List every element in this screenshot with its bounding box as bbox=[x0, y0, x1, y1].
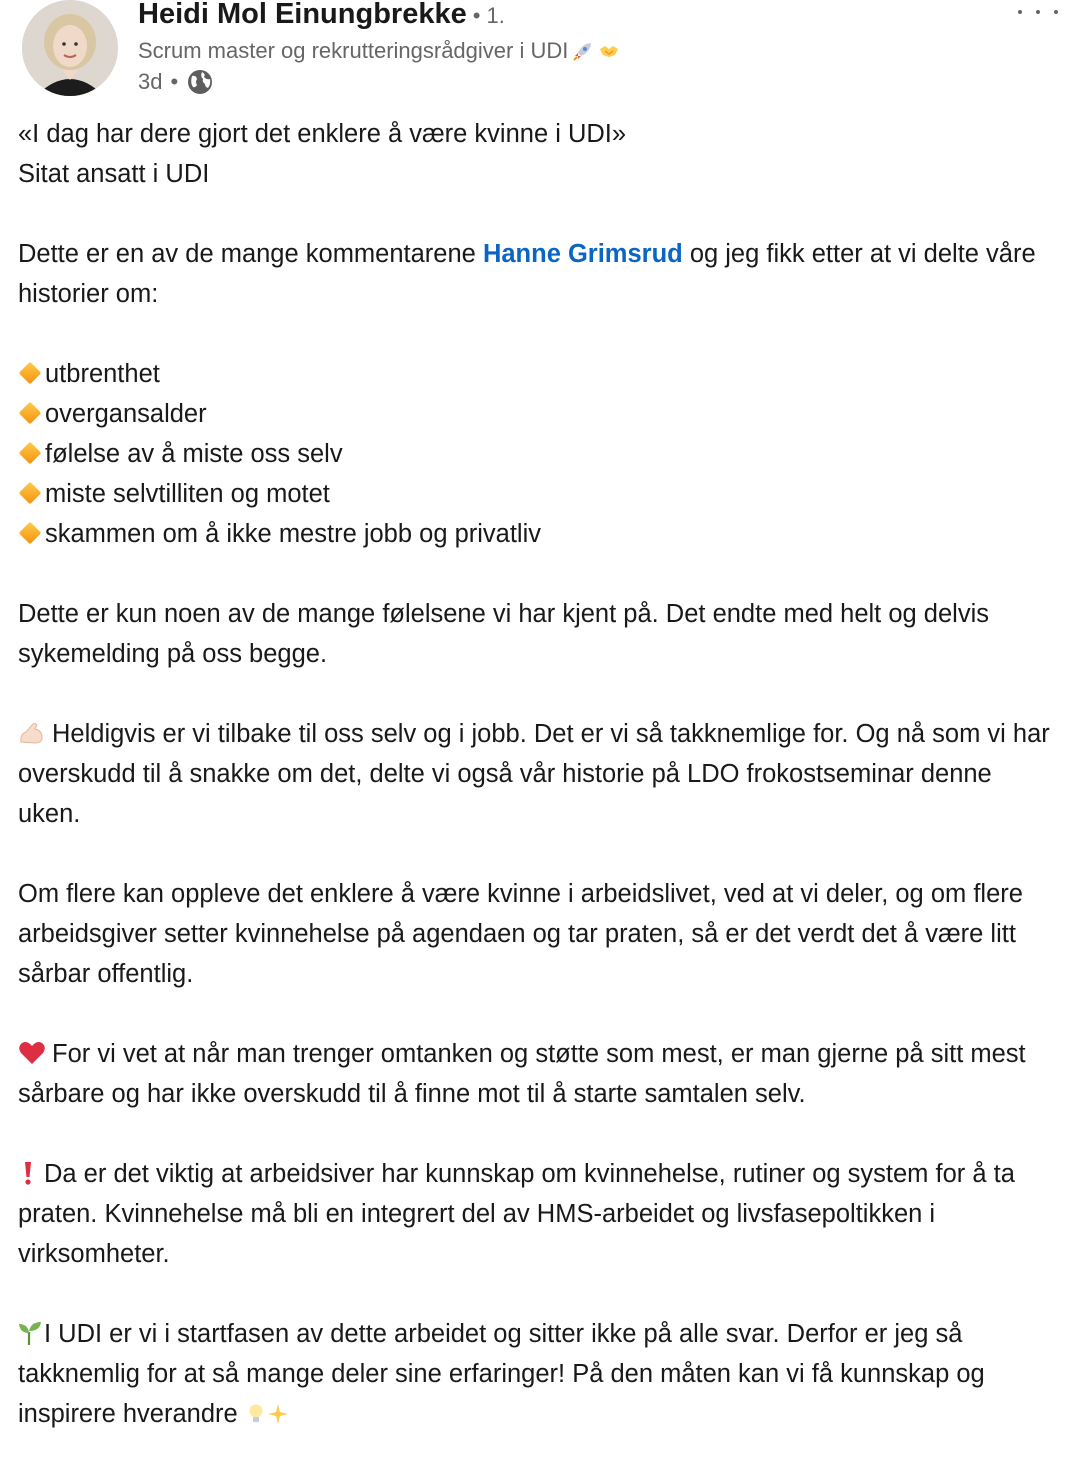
avatar[interactable] bbox=[22, 0, 118, 96]
paragraph-5 bbox=[18, 1154, 1058, 1274]
paragraph-4-text: For vi vet at når man trenger omtanken og støtte som mest, er man gjerne på sitt mest sårbare og har ikke overskudd til å finne mot til å starte samtalen selv. bbox=[18, 1040, 1026, 1108]
mention-link[interactable]: Hanne Grimsrud bbox=[482, 240, 683, 268]
paragraph-3: Om flere kan oppleve det enklere å være kvinne i arbeidslivet, ved at vi deler, og om flere arbeidsgiver setter kvinnehelse på agendaen og tar praten, så er det verdt det å være litt sårbar offentlig. bbox=[18, 880, 1023, 988]
paragraph-2-text: Heldigvis er vi tilbake til oss selv og i jobb. Det er vi så takknemlige for. Og nå som vi har overskudd til å snakke om det, delte vi også vår historie på LDO frokostseminar denne uken. bbox=[18, 720, 1050, 828]
connection-degree: • 1. bbox=[472, 3, 505, 28]
intro-after: og jeg fikk etter at vi delte våre historier om: bbox=[18, 240, 1036, 308]
orange-diamond-icon bbox=[19, 522, 42, 545]
list-item-text: skammen om å ikke mestre jobb og privatliv bbox=[45, 520, 542, 548]
light-bulb-icon bbox=[245, 1403, 267, 1425]
menu-dot bbox=[1036, 10, 1040, 14]
flexed-biceps-icon bbox=[18, 720, 46, 746]
paragraph-5-text: Da er det viktig at arbeidsiver har kunnskap om kvinnehelse, rutiner og system for å ta praten. Kvinnehelse må bli en integrert del av HMS-arbeidet og livsfasepoltikken i virksomheter. bbox=[18, 1160, 1015, 1268]
meta-separator: • bbox=[170, 69, 179, 94]
rocket-icon bbox=[572, 40, 594, 62]
orange-diamond-icon bbox=[19, 362, 42, 385]
paragraph-1: Dette er kun noen av de mange følelsene vi har kjent på. Det endte med helt og delvis sykemelding på oss begge. bbox=[18, 600, 989, 668]
more-options-icon[interactable] bbox=[1018, 0, 1058, 24]
list-item-text: utbrenthet bbox=[45, 360, 160, 388]
handshake-icon bbox=[598, 40, 620, 62]
list-item bbox=[18, 354, 1058, 394]
headline-text: Scrum master og rekrutteringsrådgiver i UDI bbox=[138, 38, 569, 63]
list-item-text: følelse av å miste oss selv bbox=[45, 440, 343, 468]
list-item bbox=[18, 394, 1058, 434]
menu-dot bbox=[1054, 10, 1058, 14]
paragraph-6 bbox=[18, 1314, 1058, 1434]
post-meta bbox=[138, 68, 214, 96]
red-heart-icon bbox=[18, 1040, 46, 1066]
list-item-text: miste selvtilliten og motet bbox=[45, 480, 330, 508]
menu-dot bbox=[1018, 10, 1022, 14]
quote-source: Sitat ansatt i UDI bbox=[18, 160, 210, 188]
list-item-text: overgansalder bbox=[45, 400, 207, 428]
globe-icon bbox=[186, 68, 214, 96]
intro-paragraph bbox=[18, 234, 1058, 314]
time-ago: 3d bbox=[138, 69, 163, 94]
exclamation-icon bbox=[18, 1160, 38, 1186]
list-item bbox=[18, 474, 1058, 514]
orange-diamond-icon bbox=[19, 442, 42, 465]
author-headline bbox=[138, 38, 620, 64]
author-name-text[interactable]: Heidi Mol Einungbrekke bbox=[138, 0, 467, 30]
orange-diamond-icon bbox=[19, 402, 42, 425]
paragraph-2 bbox=[18, 714, 1058, 834]
list-item bbox=[18, 514, 1058, 554]
seedling-icon bbox=[18, 1320, 42, 1346]
quote: «I dag har dere gjort det enklere å være kvinne i UDI» bbox=[18, 120, 627, 148]
sparkle-star-icon bbox=[267, 1403, 289, 1425]
paragraph-4 bbox=[18, 1034, 1058, 1114]
paragraph-6-text: I UDI er vi i startfasen av dette arbeidet og sitter ikke på alle svar. Derfor er jeg så takknemlig for at så mange deler sine erfaringer! På den måten kan vi få kunnskap og inspirere hverandre bbox=[18, 1320, 985, 1428]
orange-diamond-icon bbox=[19, 482, 42, 505]
list-item bbox=[18, 434, 1058, 474]
intro-before: Dette er en av de mange kommentarene bbox=[18, 240, 483, 268]
author-name[interactable] bbox=[138, 0, 505, 31]
post-body bbox=[18, 114, 1058, 1434]
